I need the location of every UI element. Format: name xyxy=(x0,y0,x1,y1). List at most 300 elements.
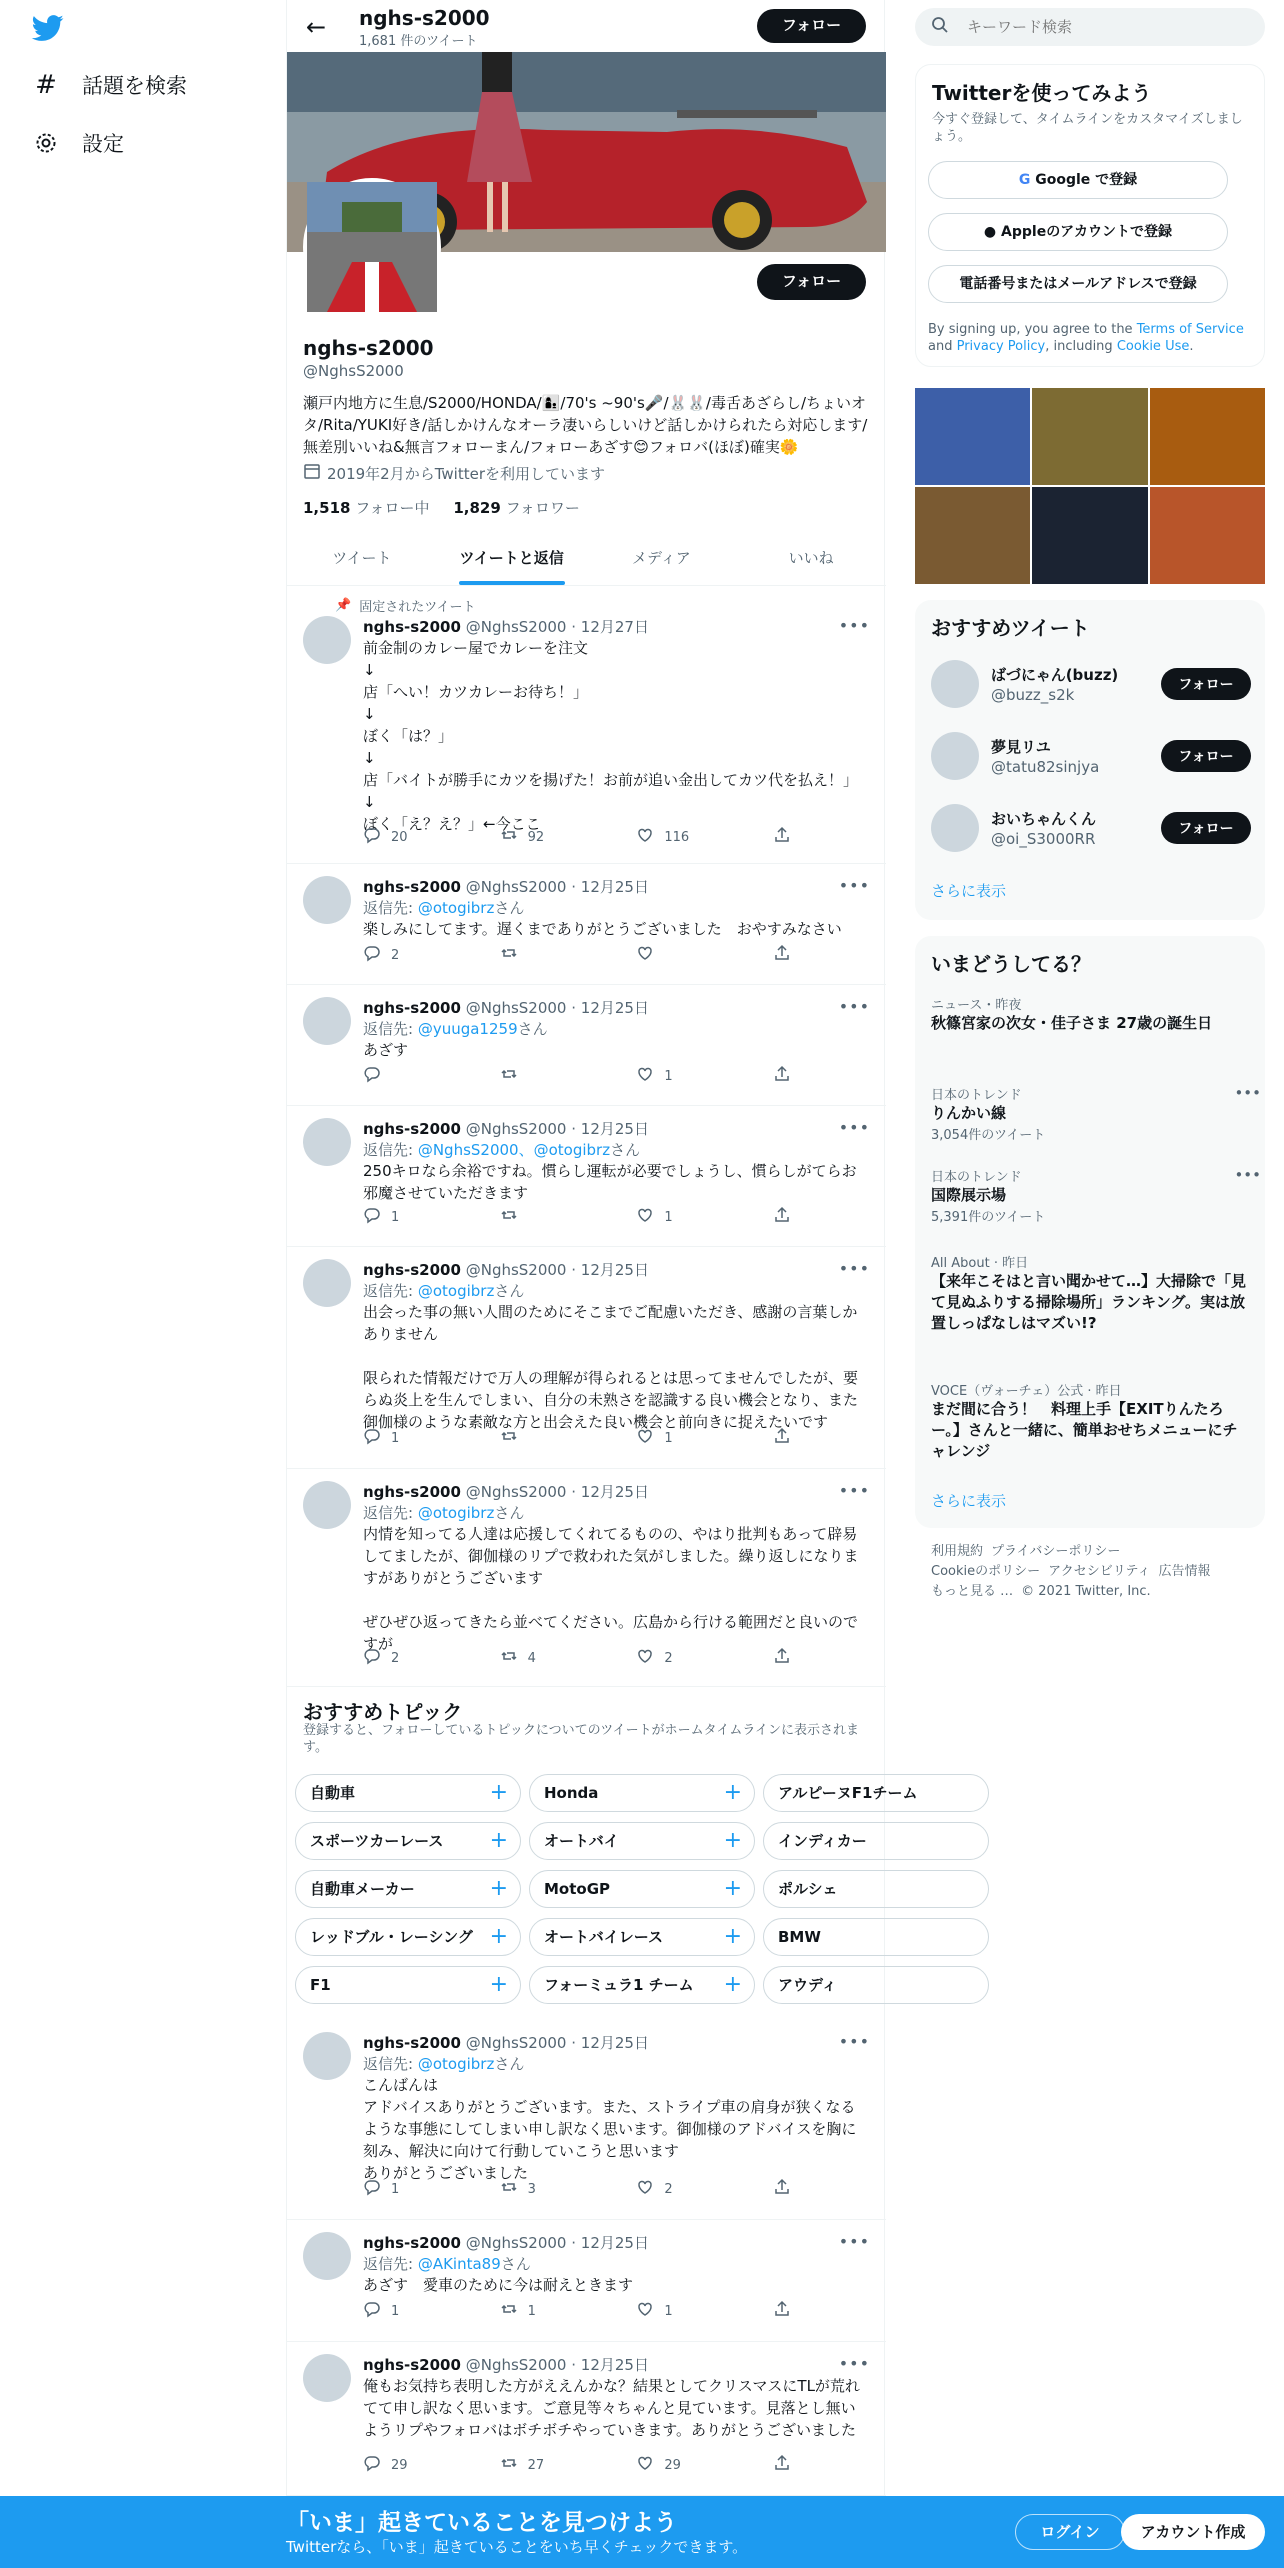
plus-icon[interactable]: + xyxy=(489,1828,508,1853)
like-button[interactable] xyxy=(636,2454,736,2476)
footer-link[interactable]: もっと見る … xyxy=(931,1584,1014,1599)
reply-button[interactable] xyxy=(363,944,463,966)
topic-chip[interactable] xyxy=(529,1870,755,1908)
share-icon xyxy=(773,1065,791,1087)
plus-icon[interactable]: + xyxy=(723,1828,742,1853)
banner-title: 「いま」起きていることを見つけよう xyxy=(286,2510,677,2536)
google-signup-button[interactable] xyxy=(928,161,1228,199)
reply-suffix: さん xyxy=(494,1282,525,1300)
topic-name: フォーミュラ1 チーム xyxy=(544,1976,694,1994)
share-icon xyxy=(773,1206,791,1228)
trend-meta: 日本のトレンド xyxy=(931,1170,1022,1185)
topics-title: おすすめトピック xyxy=(303,1700,463,1724)
trend-meta: All About · 昨日 xyxy=(931,1256,1029,1271)
reply-icon xyxy=(363,826,381,848)
tweet-avatar[interactable] xyxy=(303,876,351,924)
retweet-icon xyxy=(500,826,518,848)
trend-item[interactable] xyxy=(931,994,1251,1034)
footer-link[interactable]: アクセシビリティ xyxy=(1048,1564,1151,1579)
account-handle: @oi_S3000RR xyxy=(991,830,1096,848)
plus-icon[interactable]: + xyxy=(723,1972,742,1997)
topic-chip[interactable] xyxy=(529,1918,755,1956)
trend-title: 国際展示場 xyxy=(931,1186,1007,1204)
terms-of-service-link[interactable]: Terms of Service xyxy=(1136,322,1244,337)
share-icon xyxy=(773,826,791,848)
media-thumb[interactable] xyxy=(915,487,1030,584)
reply-count: 2 xyxy=(391,1650,400,1666)
follow-button[interactable]: フォロー xyxy=(1161,740,1251,772)
retweet-icon xyxy=(500,2178,518,2200)
tab-media[interactable]: メディア xyxy=(631,549,691,567)
topic-chip[interactable] xyxy=(763,1822,989,1860)
reply-button[interactable] xyxy=(363,1647,463,1669)
reply-to-handle[interactable]: @otogibrz xyxy=(417,2055,495,2073)
apple-signup-button[interactable] xyxy=(928,213,1228,251)
tweet-author-name[interactable]: nghs-s2000 xyxy=(363,2356,461,2374)
reply-to-handle[interactable]: @NghsS2000、@otogibrz xyxy=(417,1141,611,1159)
media-thumb[interactable] xyxy=(1150,487,1265,584)
copyright: © 2021 Twitter, Inc. xyxy=(1021,1584,1151,1599)
retweet-button[interactable] xyxy=(500,1647,600,1669)
share-button[interactable] xyxy=(773,1427,803,1449)
like-count: 29 xyxy=(664,2457,681,2473)
tweet-actions xyxy=(363,2454,803,2476)
tweet-header xyxy=(363,2232,869,2253)
retweet-button[interactable] xyxy=(500,2178,600,2200)
topic-name: スポーツカーレース xyxy=(310,1832,444,1850)
reply-to xyxy=(363,1502,869,1523)
nav-explore[interactable] xyxy=(32,70,187,100)
privacy-policy-link[interactable]: Privacy Policy xyxy=(956,339,1046,354)
reply-icon xyxy=(363,1065,381,1087)
media-thumb[interactable] xyxy=(915,388,1030,485)
tweet-date[interactable]: · 12月25日 xyxy=(571,2034,649,2052)
topic-chip[interactable] xyxy=(295,1774,521,1812)
plus-icon[interactable]: + xyxy=(723,1876,742,1901)
like-count: 2 xyxy=(664,2181,673,2197)
share-button[interactable] xyxy=(773,1065,803,1087)
topic-chip[interactable] xyxy=(295,1870,521,1908)
tweet[interactable] xyxy=(287,1469,886,1687)
trend-item[interactable] xyxy=(931,1166,1261,1225)
tweet-author-handle[interactable]: @NghsS2000 xyxy=(465,1483,567,1501)
tweet-avatar[interactable] xyxy=(303,616,351,664)
reply-suffix: さん xyxy=(494,1504,525,1522)
tweet[interactable] xyxy=(287,864,886,985)
topic-name: BMW xyxy=(778,1928,821,1946)
trend-item[interactable] xyxy=(931,1252,1251,1334)
retweet-button[interactable] xyxy=(500,1065,600,1087)
like-button[interactable] xyxy=(636,826,736,848)
more-options-icon[interactable]: ••• xyxy=(838,616,870,635)
reply-count: 2 xyxy=(391,947,400,963)
tweet-avatar[interactable] xyxy=(303,1259,351,1307)
retweet-icon xyxy=(500,1427,518,1449)
footer-link[interactable]: 広告情報 xyxy=(1158,1564,1211,1579)
tweet-text: 楽しみにしてます。遅くまでありがとうございました おやすみなさい xyxy=(363,920,842,938)
signup-banner xyxy=(0,2496,1284,2568)
reply-icon xyxy=(363,2300,381,2322)
avatar[interactable] xyxy=(931,660,979,708)
like-count: 1 xyxy=(664,1209,673,1225)
twitter-logo-icon[interactable] xyxy=(30,12,66,44)
recommended-accounts xyxy=(915,600,1265,920)
media-thumb[interactable] xyxy=(1150,388,1265,485)
like-button[interactable] xyxy=(636,1065,736,1087)
tweet-author-handle[interactable]: @NghsS2000 xyxy=(465,2356,567,2374)
more-options-icon[interactable]: ••• xyxy=(1234,1084,1261,1102)
share-button[interactable] xyxy=(773,1206,803,1228)
reply-to-handle[interactable]: @yuuga1259 xyxy=(417,1020,518,1038)
plus-icon[interactable]: + xyxy=(489,1972,508,1997)
profile-tabs xyxy=(287,530,886,586)
tweet-author-handle[interactable]: @NghsS2000 xyxy=(465,999,567,1017)
share-button[interactable] xyxy=(773,2178,803,2200)
reply-count: 1 xyxy=(391,2303,400,2319)
tweet-body xyxy=(363,616,869,835)
recommended-account[interactable] xyxy=(931,732,1251,788)
reply-to xyxy=(363,897,869,918)
cookie-use-link[interactable]: Cookie Use xyxy=(1116,339,1190,354)
reply-suffix: さん xyxy=(517,1020,548,1038)
topic-name: オートバイレース xyxy=(544,1928,663,1946)
footer-link[interactable]: 利用規約 xyxy=(931,1544,984,1559)
avatar[interactable] xyxy=(931,804,979,852)
recommended-account[interactable] xyxy=(931,804,1251,860)
plus-icon[interactable]: + xyxy=(723,1780,742,1805)
tweet-avatar[interactable] xyxy=(303,2232,351,2280)
tweet-text: あざす 愛車のために今は耐えときます xyxy=(363,2276,634,2294)
tweet-date[interactable]: · 12月25日 xyxy=(571,1261,649,1279)
tweet-body xyxy=(363,1481,869,1655)
retweet-button[interactable] xyxy=(500,2454,600,2476)
topic-chip[interactable] xyxy=(295,1918,521,1956)
tweet-date[interactable]: · 12月25日 xyxy=(571,2356,649,2374)
footer-link[interactable]: Cookieのポリシー xyxy=(931,1564,1041,1579)
tweet-actions xyxy=(363,826,803,848)
tweet-body xyxy=(363,997,869,1061)
profile-bio: 瀬戸内地方に生息/S2000/HONDA/👩‍👦/70's ~90's🎤/🐰🐰/毒舌あざらし/ちょいオタ/Rita/YUKI好き/話しかけんなオーラ凄いらしいけど話しかけられたら対応します/無差別いいね&無言フォローまん/フォローあざす😊フォロバ(ほぼ)確実🌼 xyxy=(303,394,868,456)
tweet[interactable] xyxy=(287,2342,886,2496)
trend-item[interactable] xyxy=(931,1380,1251,1462)
reply-to xyxy=(363,1139,869,1160)
plus-icon[interactable]: + xyxy=(723,1924,742,1949)
profile-avatar[interactable] xyxy=(303,178,441,316)
heart-icon xyxy=(636,1427,654,1449)
tweet[interactable] xyxy=(287,588,886,864)
retweet-button[interactable] xyxy=(500,1427,600,1449)
more-options-icon[interactable]: ••• xyxy=(838,2232,870,2251)
reply-button[interactable] xyxy=(363,2178,463,2200)
tweet-date[interactable]: · 12月25日 xyxy=(571,1483,649,1501)
share-button[interactable] xyxy=(773,1647,803,1669)
following-link[interactable] xyxy=(303,499,430,517)
tweet-date[interactable]: · 12月27日 xyxy=(571,618,649,636)
nav-settings[interactable] xyxy=(32,128,124,158)
like-count: 1 xyxy=(664,1430,673,1446)
tweet-author-name[interactable]: nghs-s2000 xyxy=(363,1120,461,1138)
search-input[interactable] xyxy=(967,18,1227,36)
back-arrow-icon[interactable]: ← xyxy=(305,13,327,41)
share-button[interactable] xyxy=(773,2300,803,2322)
follow-button[interactable]: フォロー xyxy=(1161,812,1251,844)
tweet-author-name[interactable]: nghs-s2000 xyxy=(363,2034,461,2052)
tweet-text: 出会った事の無い人間のためにそこまでご配慮いただき、感謝の言葉しかありません 限られた情報だけで万人の理解が得られるとは思ってませんでしたが、要らぬ炎上を生んでしまい、自分の未熟さを認識する良い機会となり、また御伽様のような素敵な方と出会えた良い機会と前向きに捉えたいです xyxy=(363,1303,859,1431)
topic-chip[interactable] xyxy=(529,1966,755,2004)
tweet-header xyxy=(363,1259,869,1280)
tweet-date[interactable]: · 12月25日 xyxy=(571,2234,649,2252)
reply-count: 1 xyxy=(391,2181,400,2197)
trend-title: りんかい線 xyxy=(931,1104,1007,1122)
reply-icon xyxy=(363,944,381,966)
trends-box xyxy=(915,936,1265,1528)
reply-button[interactable] xyxy=(363,826,463,848)
header-name: nghs-s2000 xyxy=(359,6,490,30)
retweet-button[interactable] xyxy=(500,2300,600,2322)
tweet-text: 内情を知ってる人達は応援してくれてるものの、やはり批判もあって辟易してましたが、御伽様のリプで救われた気がしました。繰り返しになりますがありがとうございます ぜひぜひ返ってきたら並べてください。広島から行ける範囲だと良いのですが xyxy=(363,1525,859,1653)
avatar[interactable] xyxy=(931,732,979,780)
tweet-author-name[interactable]: nghs-s2000 xyxy=(363,2234,461,2252)
reply-suffix: さん xyxy=(494,2055,525,2073)
footer-link[interactable]: プライバシーポリシー xyxy=(991,1544,1121,1559)
reply-count: 20 xyxy=(391,829,408,845)
tweet-author-handle[interactable]: @NghsS2000 xyxy=(465,618,567,636)
like-button[interactable] xyxy=(636,2300,736,2322)
tweet-header xyxy=(363,1481,869,1502)
reply-to xyxy=(363,1280,869,1301)
tweet-body xyxy=(363,1118,869,1204)
more-options-icon[interactable]: ••• xyxy=(838,997,870,1016)
tweet-body xyxy=(363,876,869,940)
profile-handle: @NghsS2000 xyxy=(303,362,404,380)
tweet-date[interactable]: · 12月25日 xyxy=(571,1120,649,1138)
reply-prefix: 返信先: xyxy=(363,1020,418,1038)
tweet[interactable] xyxy=(287,1106,886,1247)
media-thumb[interactable] xyxy=(1032,487,1147,584)
plus-icon[interactable]: + xyxy=(489,1924,508,1949)
topics-grid xyxy=(295,1774,918,2014)
tweet-avatar[interactable] xyxy=(303,1481,351,1529)
tweet-actions xyxy=(363,1065,803,1087)
share-button[interactable] xyxy=(773,826,803,848)
tweet-author-handle[interactable]: @NghsS2000 xyxy=(465,1120,567,1138)
tweet-author-handle[interactable]: @NghsS2000 xyxy=(465,878,567,896)
trend-meta: VOCE（ヴォーチェ）公式 · 昨日 xyxy=(931,1384,1122,1399)
tweet-text: 俺もお気持ち表明した方がええんかな？結果としてクリスマスにTLが荒れてて申し訳なく思います。ご意見等々ちゃんと見ています。見落とし無いようリプやフォロバはボチボチやっていきます。ありがとうございました xyxy=(363,2377,860,2439)
signup-box xyxy=(915,64,1265,367)
more-options-icon[interactable]: ••• xyxy=(838,1481,870,1500)
search-bar[interactable] xyxy=(915,8,1265,46)
more-options-icon[interactable]: ••• xyxy=(838,876,870,895)
retweet-button[interactable] xyxy=(500,826,600,848)
reply-prefix: 返信先: xyxy=(363,2255,418,2273)
reply-button[interactable] xyxy=(363,1427,463,1449)
plus-icon[interactable]: + xyxy=(489,1780,508,1805)
tweet-header xyxy=(363,1118,869,1139)
tweet-actions xyxy=(363,1206,803,1228)
like-button[interactable] xyxy=(636,1427,736,1449)
recs-title: おすすめツイート xyxy=(931,616,1090,640)
tweet-avatar[interactable] xyxy=(303,2032,351,2080)
account-handle: @buzz_s2k xyxy=(991,686,1075,704)
create-account-button[interactable]: アカウント作成 xyxy=(1121,2514,1265,2550)
topic-chip[interactable] xyxy=(763,1774,989,1812)
heart-icon xyxy=(636,2454,654,2476)
tweet-author-handle[interactable]: @NghsS2000 xyxy=(465,1261,567,1279)
tweet-header xyxy=(363,876,869,897)
share-button[interactable] xyxy=(773,944,803,966)
heart-icon xyxy=(636,944,654,966)
trends-title: いまどうしてる？ xyxy=(931,952,1091,976)
trend-meta: 日本のトレンド xyxy=(931,1088,1022,1103)
tweet-author-handle[interactable]: @NghsS2000 xyxy=(465,2034,567,2052)
share-icon xyxy=(773,2300,791,2322)
tweet-actions xyxy=(363,2178,803,2200)
tweet-avatar[interactable] xyxy=(303,2354,351,2402)
like-button[interactable] xyxy=(636,944,736,966)
banner-subtitle: Twitterなら、「いま」起きていることをいち早くチェックできます。 xyxy=(286,2538,748,2556)
profile-header xyxy=(287,0,884,52)
tab-tweets[interactable]: ツイート xyxy=(332,549,392,567)
trend-count: 5,391件のツイート xyxy=(931,1210,1046,1225)
reply-to-handle[interactable]: @AKinta89 xyxy=(417,2255,501,2273)
topic-chip[interactable] xyxy=(763,1918,989,1956)
gear-icon xyxy=(32,129,60,157)
tweet[interactable] xyxy=(287,2020,886,2220)
tweet-avatar[interactable] xyxy=(303,1118,351,1166)
reply-to-handle[interactable]: @otogibrz xyxy=(417,1282,495,1300)
tab-likes[interactable]: いいね xyxy=(788,549,834,567)
account-name: ばづにゃん(buzz) xyxy=(991,666,1119,684)
tweet-text: 250キロなら余裕ですね。慣らし運転が必要でしょうし、慣らしがてらお邪魔させていただきます xyxy=(363,1162,857,1202)
tweet-actions xyxy=(363,944,803,966)
share-icon xyxy=(773,1427,791,1449)
tweet-body xyxy=(363,2354,869,2441)
like-button[interactable] xyxy=(636,1206,736,1228)
followers-link[interactable] xyxy=(453,499,580,517)
pinned-label: 固定されたツイート xyxy=(359,600,476,615)
trend-title: まだ間に合う！ 料理上手【EXITりんたろー。】さんと一緒に、簡単おせちメニューにチャレンジ xyxy=(931,1400,1238,1460)
topic-chip[interactable] xyxy=(295,1822,521,1860)
share-icon xyxy=(773,2454,791,2476)
trend-title: 【来年こそはと言い聞かせて…】大掃除で「見て見ぬふりする掃除場所」ランキング。実は放置しっぱなしはマズい!? xyxy=(931,1272,1247,1332)
login-button[interactable]: ログイン xyxy=(1015,2514,1125,2550)
trend-title: 秋篠宮家の次女・佳子さま 27歳の誕生日 xyxy=(931,1014,1213,1032)
retweet-icon xyxy=(500,1065,518,1087)
topic-name: 自動車メーカー xyxy=(310,1880,415,1898)
topics-description: 登録すると、フォローしているトピックについてのツイートがホームタイムラインに表示されます。 xyxy=(303,1723,860,1755)
tweet[interactable] xyxy=(287,2220,886,2342)
retweet-count: 92 xyxy=(527,829,545,845)
tweet-author-name[interactable]: nghs-s2000 xyxy=(363,1483,461,1501)
reply-button[interactable] xyxy=(363,2300,463,2322)
terms-including: , including xyxy=(1045,339,1117,354)
phone-signup-button[interactable]: 電話番号またはメールアドレスで登録 xyxy=(928,265,1228,303)
account-name: おいちゃんくん xyxy=(991,810,1097,828)
tweet-author-name[interactable]: nghs-s2000 xyxy=(363,1261,461,1279)
hashtag-icon: # xyxy=(35,70,57,100)
like-button[interactable] xyxy=(636,1647,736,1669)
retweet-icon xyxy=(500,944,518,966)
reply-suffix: さん xyxy=(500,2255,531,2273)
topic-chip[interactable] xyxy=(529,1822,755,1860)
more-options-icon[interactable]: ••• xyxy=(838,2354,870,2373)
retweet-button[interactable] xyxy=(500,944,600,966)
follow-button[interactable]: フォロー xyxy=(1161,668,1251,700)
tweet-author-name[interactable]: nghs-s2000 xyxy=(363,878,461,896)
tweet-date[interactable]: · 12月25日 xyxy=(571,878,649,896)
reply-to xyxy=(363,1018,869,1039)
google-signup-label: Google で登録 xyxy=(1035,172,1138,188)
reply-to-handle[interactable]: @otogibrz xyxy=(417,1504,495,1522)
more-options-icon[interactable]: ••• xyxy=(838,2032,870,2051)
share-button[interactable] xyxy=(773,2454,803,2476)
apple-signup-label: Appleのアカウントで登録 xyxy=(1001,224,1173,240)
tweet[interactable] xyxy=(287,985,886,1106)
topic-name: アウディ xyxy=(778,1976,837,1994)
retweet-icon xyxy=(500,2300,518,2322)
header-tweet-count: 1,681 件のツイート xyxy=(359,34,478,49)
topic-name: オートバイ xyxy=(544,1832,619,1850)
topic-chip[interactable] xyxy=(763,1966,989,2004)
profile-follow-button[interactable]: フォロー xyxy=(757,264,866,300)
tweet-author-name[interactable]: nghs-s2000 xyxy=(363,999,461,1017)
tweet-author-name[interactable]: nghs-s2000 xyxy=(363,618,461,636)
tweet-actions xyxy=(363,1427,803,1449)
reply-button[interactable] xyxy=(363,1206,463,1228)
recs-show-more[interactable]: さらに表示 xyxy=(931,882,1007,900)
topic-chip[interactable] xyxy=(529,1774,755,1812)
topic-chip[interactable] xyxy=(295,1966,521,2004)
tweet-header xyxy=(363,997,869,1018)
media-thumb[interactable] xyxy=(1032,388,1147,485)
pinned-indicator xyxy=(335,596,476,615)
topic-name: 自動車 xyxy=(310,1784,356,1802)
terms-end: . xyxy=(1189,339,1194,354)
recommended-account[interactable] xyxy=(931,660,1251,716)
trend-item[interactable] xyxy=(931,1084,1261,1143)
retweet-icon xyxy=(500,2454,518,2476)
header-follow-button[interactable]: フォロー xyxy=(757,9,866,43)
like-count: 116 xyxy=(664,829,690,845)
reply-button[interactable] xyxy=(363,1065,463,1087)
more-options-icon[interactable]: ••• xyxy=(1234,1166,1261,1184)
tab-tweets-and-replies[interactable]: ツイートと返信 xyxy=(437,530,587,585)
footer-links xyxy=(931,1542,1251,1602)
reply-prefix: 返信先: xyxy=(363,1282,418,1300)
reply-to-handle[interactable]: @otogibrz xyxy=(417,899,495,917)
following-count: 1,518 xyxy=(303,499,351,517)
tweet-date[interactable]: · 12月25日 xyxy=(571,999,649,1017)
tweet-actions xyxy=(363,2300,803,2322)
tweet-avatar[interactable] xyxy=(303,997,351,1045)
tweet-author-handle[interactable]: @NghsS2000 xyxy=(465,2234,567,2252)
follow-stats xyxy=(303,497,580,518)
trends-show-more[interactable]: さらに表示 xyxy=(931,1492,1007,1510)
tweet[interactable] xyxy=(287,1247,886,1469)
more-options-icon[interactable]: ••• xyxy=(838,1118,870,1137)
share-icon xyxy=(773,2178,791,2200)
like-button[interactable] xyxy=(636,2178,736,2200)
followers-count: 1,829 xyxy=(453,499,501,517)
plus-icon[interactable]: + xyxy=(489,1876,508,1901)
reply-button[interactable] xyxy=(363,2454,463,2476)
more-options-icon[interactable]: ••• xyxy=(838,1259,870,1278)
topic-chip[interactable] xyxy=(763,1870,989,1908)
tweet-text: 前金制のカレー屋でカレーを注文 ↓ 店「へい！カツカレーお待ち！」 ↓ ぼく「は？」 ↓ 店「バイトが勝手にカツを揚げた！お前が追い金出してカツ代を払え！」 ↓ ぼく「え？え？」←今ここ xyxy=(363,639,859,833)
retweet-button[interactable] xyxy=(500,1206,600,1228)
main-column xyxy=(286,0,918,2568)
